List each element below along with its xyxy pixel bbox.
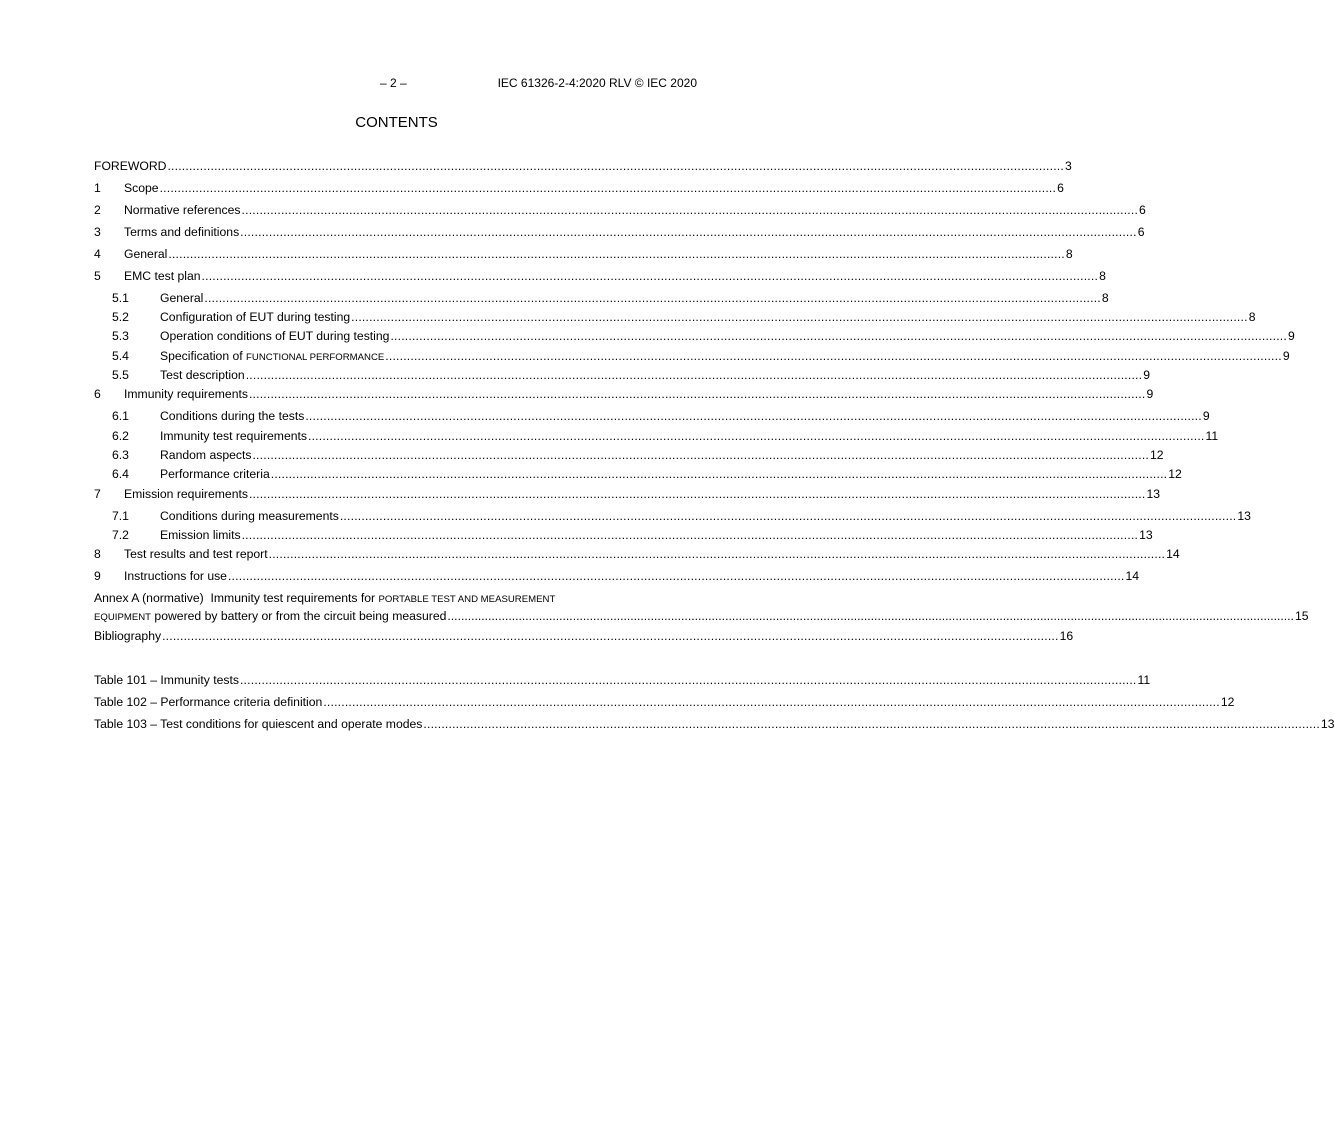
toc-number: 9 bbox=[94, 569, 101, 583]
toc-number: 5.3 bbox=[112, 329, 129, 343]
toc-entry-bibliography[interactable] bbox=[94, 628, 1074, 644]
toc-entry-table-101[interactable] bbox=[94, 672, 1151, 688]
toc-entry-6-1-conditions[interactable] bbox=[94, 408, 1210, 424]
toc-number: 5.5 bbox=[112, 368, 129, 382]
small-caps-term: PORTABLE TEST AND MEASUREMENT bbox=[378, 594, 556, 605]
toc-page: 6 bbox=[1057, 181, 1064, 195]
toc-entry-5-5-test-description[interactable] bbox=[94, 367, 1150, 383]
dot-leader: .......................................................................................................................................................................................................................................................... bbox=[339, 509, 1237, 523]
toc-title: Immunity test requirements bbox=[160, 429, 307, 443]
toc-entry-table-102[interactable] bbox=[94, 694, 1235, 710]
toc-page: 13 bbox=[1237, 509, 1251, 523]
annex-title-text: Annex A (normative) Immunity test requirements for bbox=[94, 591, 379, 605]
toc-number: 6.4 bbox=[112, 467, 129, 481]
toc-page: 14 bbox=[1166, 547, 1180, 561]
toc-title: General bbox=[160, 291, 204, 305]
toc-entry-6-4-performance-criteria[interactable] bbox=[94, 466, 1182, 482]
toc-entry-table-103[interactable] bbox=[94, 716, 1334, 732]
dot-leader: .......................................................................................................................................................................................................................................................... bbox=[167, 159, 1064, 173]
toc-number: 2 bbox=[94, 203, 101, 217]
dot-leader: .......................................................................................................................................................................................................................................................... bbox=[268, 547, 1166, 561]
toc-title: Conditions during the tests bbox=[160, 409, 305, 423]
toc-entry-emission-requirements[interactable] bbox=[94, 486, 1161, 502]
toc-number: 5.2 bbox=[112, 310, 129, 324]
toc-page: 9 bbox=[1143, 368, 1150, 382]
toc-entry-foreword[interactable] bbox=[94, 158, 1072, 174]
dot-leader: .......................................................................................................................................................................................................................................................... bbox=[323, 695, 1220, 709]
toc-page: 8 bbox=[1101, 291, 1109, 305]
annex-title-line-1 bbox=[94, 590, 698, 608]
toc-number: 7.1 bbox=[112, 509, 129, 523]
toc-title: Table 101 – Immunity tests bbox=[94, 673, 239, 687]
contents-title: CONTENTS bbox=[355, 114, 438, 131]
dot-leader: .......................................................................................................................................................................................................................................................... bbox=[252, 448, 1149, 462]
toc-title: FOREWORD bbox=[94, 159, 167, 173]
annex-title-line-2 bbox=[94, 608, 1309, 626]
dot-leader: .......................................................................................................................................................................................................................................................... bbox=[447, 609, 1294, 623]
toc-number: 6.1 bbox=[112, 409, 129, 423]
toc-page: 3 bbox=[1064, 159, 1072, 173]
toc-title: Emission requirements bbox=[124, 487, 248, 501]
toc-title: Table 103 – Test conditions for quiescent and operate modes bbox=[94, 717, 423, 731]
dot-leader: .......................................................................................................................................................................................................................................................... bbox=[239, 673, 1137, 687]
toc-entry-test-results[interactable] bbox=[94, 546, 1180, 562]
dot-leader: .......................................................................................................................................................................................................................................................... bbox=[423, 717, 1320, 731]
toc-entry-general[interactable] bbox=[94, 246, 1073, 262]
toc-page: 8 bbox=[1099, 269, 1106, 283]
toc-number: 8 bbox=[94, 547, 101, 561]
toc-page: 6 bbox=[1139, 203, 1146, 217]
toc-entry-terms-and-definitions[interactable] bbox=[94, 224, 1145, 240]
dot-leader: .......................................................................................................................................................................................................................................................... bbox=[201, 269, 1099, 283]
toc-page: 8 bbox=[1248, 310, 1256, 324]
toc-entry-7-1-conditions-during-measurements[interactable] bbox=[94, 508, 1251, 524]
toc-page: 13 bbox=[1139, 528, 1153, 542]
toc-number: 6.2 bbox=[112, 429, 129, 443]
dot-leader: .......................................................................................................................................................................................................................................................... bbox=[390, 329, 1287, 343]
toc-number: 5.1 bbox=[112, 291, 129, 305]
toc-title-text: Specification of bbox=[160, 349, 247, 363]
toc-page: 11 bbox=[1205, 429, 1219, 443]
dot-leader: .......................................................................................................................................................................................................................................................... bbox=[248, 387, 1146, 401]
toc-entry-annex-a[interactable] bbox=[94, 590, 1309, 626]
toc-entry-instructions-for-use[interactable] bbox=[94, 568, 1140, 584]
page-number: – 2 – bbox=[380, 76, 407, 90]
toc-page: 8 bbox=[1065, 247, 1073, 261]
toc-number: 5.4 bbox=[112, 349, 129, 363]
toc-page: 11 bbox=[1137, 673, 1151, 687]
dot-leader: .......................................................................................................................................................................................................................................................... bbox=[270, 467, 1168, 481]
toc-entry-6-2-immunity-test-requirements[interactable] bbox=[94, 428, 1219, 444]
toc-page: 14 bbox=[1125, 569, 1140, 583]
toc-page: 13 bbox=[1320, 717, 1334, 731]
toc-number: 4 bbox=[94, 247, 101, 261]
dot-leader: .......................................................................................................................................................................................................................................................... bbox=[351, 310, 1248, 324]
toc-title: General bbox=[124, 247, 168, 261]
dot-leader: .......................................................................................................................................................................................................................................................... bbox=[305, 409, 1202, 423]
dot-leader: .......................................................................................................................................................................................................................................................... bbox=[159, 181, 1057, 195]
toc-page: 12 bbox=[1168, 467, 1182, 481]
dot-leader: .......................................................................................................................................................................................................................................................... bbox=[240, 225, 1137, 239]
toc-entry-scope[interactable] bbox=[94, 180, 1064, 196]
toc-entry-6-3-random-aspects[interactable] bbox=[94, 447, 1164, 463]
toc-entry-normative-references[interactable] bbox=[94, 202, 1146, 218]
toc-title: Bibliography bbox=[94, 629, 162, 643]
dot-leader: .......................................................................................................................................................................................................................................................... bbox=[248, 487, 1146, 501]
toc-title: Performance criteria bbox=[160, 467, 270, 481]
toc-title: Normative references bbox=[124, 203, 241, 217]
dot-leader: .......................................................................................................................................................................................................................................................... bbox=[385, 349, 1282, 363]
toc-page: 12 bbox=[1220, 695, 1235, 709]
toc-title bbox=[160, 348, 384, 366]
toc-number: 5 bbox=[94, 269, 101, 283]
toc-title: Instructions for use bbox=[124, 569, 227, 583]
toc-title: Scope bbox=[124, 181, 159, 195]
small-caps-term: EQUIPMENT bbox=[94, 612, 152, 623]
toc-page: 9 bbox=[1146, 387, 1154, 401]
dot-leader: .......................................................................................................................................................................................................................................................... bbox=[245, 368, 1143, 382]
toc-title: Immunity requirements bbox=[124, 387, 248, 401]
dot-leader: .......................................................................................................................................................................................................................................................... bbox=[168, 247, 1065, 261]
toc-title: Terms and definitions bbox=[124, 225, 240, 239]
toc-title: Table 102 – Performance criteria definition bbox=[94, 695, 323, 709]
document-reference: IEC 61326-2-4:2020 RLV © IEC 2020 bbox=[497, 76, 697, 90]
annex-title-rest: powered by battery or from the circuit being measured bbox=[151, 609, 447, 623]
toc-page: 9 bbox=[1287, 329, 1295, 343]
dot-leader: .......................................................................................................................................................................................................................................................... bbox=[204, 291, 1101, 305]
toc-title: EMC test plan bbox=[124, 269, 201, 283]
dot-leader: .......................................................................................................................................................................................................................................................... bbox=[241, 203, 1139, 217]
toc-title: Test results and test report bbox=[124, 547, 268, 561]
toc-page: 9 bbox=[1202, 409, 1210, 423]
toc-entry-5-1-general[interactable] bbox=[94, 290, 1109, 306]
toc-entry-immunity-requirements[interactable] bbox=[94, 386, 1154, 402]
toc-number: 1 bbox=[94, 181, 101, 195]
toc-number: 7.2 bbox=[112, 528, 129, 542]
toc-number: 6.3 bbox=[112, 448, 129, 462]
toc-title: Operation conditions of EUT during testing bbox=[160, 329, 390, 343]
toc-page: 13 bbox=[1146, 487, 1161, 501]
toc-entry-5-4-functional-performance[interactable] bbox=[94, 348, 1290, 364]
toc-entry-7-2-emission-limits[interactable] bbox=[94, 527, 1153, 543]
toc-page: 15 bbox=[1294, 609, 1309, 623]
toc-page: 16 bbox=[1059, 629, 1074, 643]
dot-leader: .......................................................................................................................................................................................................................................................... bbox=[227, 569, 1125, 583]
toc-page: 6 bbox=[1137, 225, 1145, 239]
toc-title: Emission limits bbox=[160, 528, 241, 542]
dot-leader: .......................................................................................................................................................................................................................................................... bbox=[307, 429, 1205, 443]
toc-title: Test description bbox=[160, 368, 245, 382]
toc-entry-emc-test-plan[interactable] bbox=[94, 268, 1106, 284]
annex-title-text bbox=[94, 608, 446, 626]
toc-entry-5-2-configuration[interactable] bbox=[94, 309, 1256, 325]
toc-number: 7 bbox=[94, 487, 101, 501]
toc-number: 3 bbox=[94, 225, 101, 239]
toc-title: Configuration of EUT during testing bbox=[160, 310, 351, 324]
small-caps-term: FUNCTIONAL PERFORMANCE bbox=[246, 352, 385, 363]
toc-page: 12 bbox=[1150, 448, 1164, 462]
toc-title: Conditions during measurements bbox=[160, 509, 339, 523]
dot-leader: .......................................................................................................................................................................................................................................................... bbox=[241, 528, 1139, 542]
toc-number: 6 bbox=[94, 387, 101, 401]
toc-entry-5-3-operation-conditions[interactable] bbox=[94, 328, 1295, 344]
toc-page: 9 bbox=[1282, 349, 1290, 363]
toc-title: Random aspects bbox=[160, 448, 252, 462]
dot-leader: .......................................................................................................................................................................................................................................................... bbox=[162, 629, 1059, 643]
